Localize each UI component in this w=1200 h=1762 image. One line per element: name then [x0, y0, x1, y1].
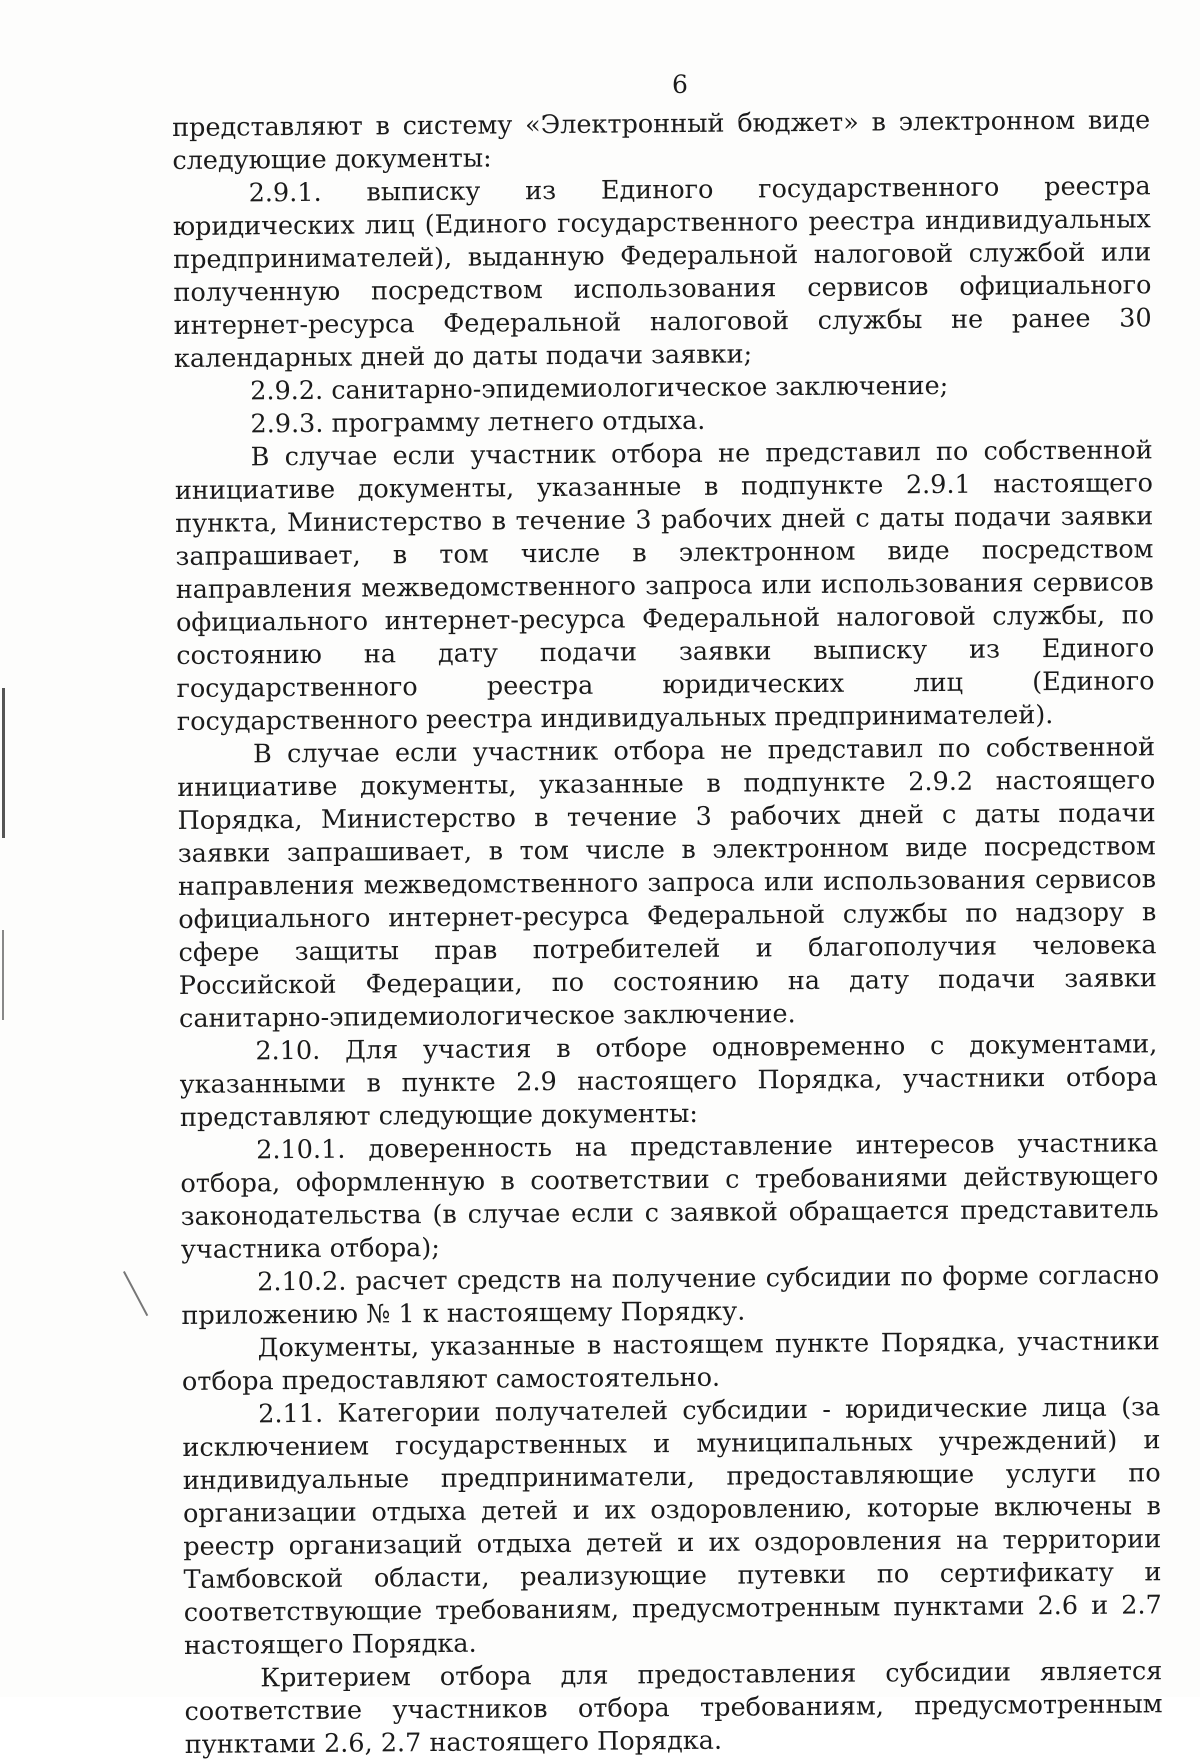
paragraph: 2.10.2. расчет средств на получение субсидии по форме согласно приложению № 1 к настоящему Порядку.: [181, 1260, 1160, 1331]
paragraph: Критерием отбора для предоставления субсидии является соответствие участников отбора требованиям, предусмотренным пунктами 2.6, 2.7 настоящего Порядка.: [184, 1656, 1163, 1760]
paragraph: представляют в систему «Электронный бюджет» в электронном виде следующие документы:: [172, 105, 1151, 176]
paragraph: В случае если участник отбора не представил по собственной инициативе документы, указанные в подпункте 2.9.1 настоящего пункта, Министерство в течение 3 рабочих дней с даты подачи заявки запрашивает, в том числе в электронном виде посредством направления межведомственного запроса или использования сервисов официального интернет-ресурса Федеральной налоговой службы, по состоянию на дату подачи заявки выписку из Единого государственного реестра юридических лиц (Единого государственного реестра индивидуальных предпринимателей).: [174, 435, 1155, 737]
paragraph: 2.9.2. санитарно-эпидемиологическое заключение;: [250, 370, 949, 407]
paragraph: В случае если участник отбора не представил по собственной инициативе документы, указанные в подпункте 2.9.2 настоящего Порядка, Министерство в течение 3 рабочих дней с даты подачи заявки запрашивает, в том числе в электронном виде посредством направления межведомственного запроса или использования сервисов официального интернет-ресурса Федеральной службы по надзору в сфере защиты прав потребителей и благополучия человека Российской Федерации, по состоянию на дату подачи заявки санитарно-эпидемиологическое заключение.: [177, 732, 1157, 1034]
paragraph: Документы, указанные в настоящем пункте Порядка, участники отбора предоставляют самостоятельно.: [181, 1326, 1160, 1397]
paragraph: 2.10. Для участия в отборе одновременно с документами, указанными в пункте 2.9 настоящего Порядка, участники отбора представляют следующие документы:: [179, 1029, 1158, 1133]
paragraph: 2.9.1. выписку из Единого государственного реестра юридических лиц (Единого государственного реестра индивидуальных предпринимателей), выданную Федеральной налоговой службой или полученную посредством использования сервисов официального интернет-ресурса Федеральной налоговой службы не ранее 30 календарных дней до даты подачи заявки;: [172, 171, 1152, 374]
document-body: [172, 104, 1163, 1762]
paragraph: 2.10.1. доверенность на представление интересов участника отбора, оформленную в соответствии с требованиями действующего законодательства (в случае если с заявкой обращается представитель участника отбора);: [180, 1128, 1159, 1265]
page-number: 6: [672, 70, 688, 99]
margin-pen-stroke: [123, 1271, 148, 1316]
scan-edge-mark: [2, 688, 5, 838]
paragraph: 2.9.3. программу летнего отдыха.: [250, 405, 706, 440]
scan-edge-mark: [2, 930, 4, 1020]
paragraph: 2.11. Категории получателей субсидии - юридические лица (за исключением государственных и муниципальных учреждений) и индивидуальные предприниматели, предоставляющие услуги по организации отдыха детей и их оздоровлению, которые включены в реестр организаций отдыха детей и их оздоровления на территории Тамбовской области, реализующие путевки по сертификату и соответствующие требованиям, предусмотренным пунктами 2.6 и 2.7 настоящего Порядка.: [182, 1392, 1162, 1661]
